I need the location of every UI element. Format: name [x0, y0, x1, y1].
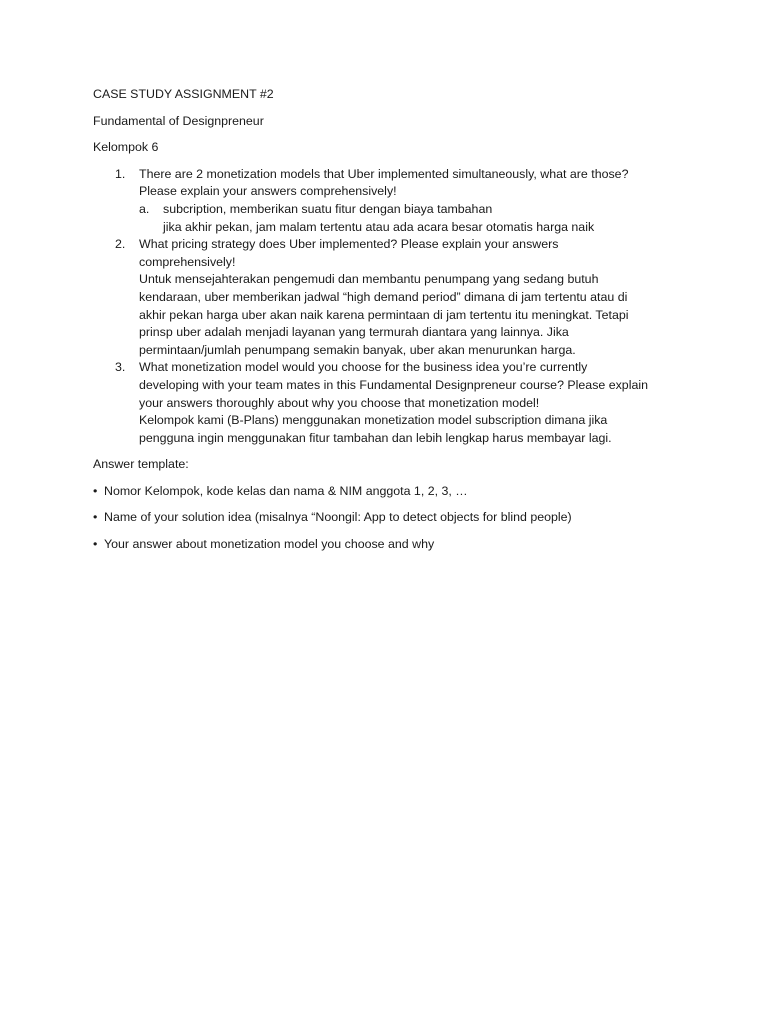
question-item-1 — [93, 166, 683, 236]
subitem-letter: a. — [139, 201, 150, 216]
question-text-line: comprehensively! — [139, 254, 236, 269]
question-text-line: developing with your team mates in this Fundamental Designpreneur course? Please explain — [139, 377, 648, 392]
list-item-text: Name of your solution idea (misalnya “Noongil: App to detect objects for blind people) — [104, 510, 572, 525]
answer-text-line: permintaan/jumlah penumpang semakin banyak, uber akan menurunkan harga. — [139, 342, 576, 357]
question-text-line: your answers thoroughly about why you choose that monetization model! — [139, 395, 540, 410]
answer-text-line: jika akhir pekan, jam malam tertentu atau ada acara besar otomatis harga naik — [163, 219, 595, 234]
bullet-icon: • — [93, 510, 98, 525]
question-item-2 — [93, 236, 683, 359]
list-item-text: Nomor Kelompok, kode kelas dan nama & NIM anggota 1, 2, 3, … — [104, 483, 468, 498]
group-name: Kelompok 6 — [93, 140, 159, 155]
answer-text-line: Untuk mensejahterakan pengemudi dan membantu penumpang yang sedang butuh — [139, 272, 599, 287]
list-item-text: Your answer about monetization model you choose and why — [104, 537, 435, 552]
answer-template-heading: Answer template: — [93, 457, 189, 472]
question-list — [93, 166, 683, 448]
list-item — [93, 483, 683, 501]
answer-text-line: Kelompok kami (B-Plans) menggunakan monetization model subscription dimana jika — [139, 413, 608, 428]
list-item — [93, 509, 683, 527]
course-name: Fundamental of Designpreneur — [93, 113, 264, 128]
question-number: 1. — [115, 166, 126, 181]
question-text-line: Please explain your answers comprehensively! — [139, 184, 397, 199]
question-text-line: What monetization model would you choose for the business idea you’re currently — [139, 360, 588, 375]
question-text-line: There are 2 monetization models that Uber implemented simultaneously, what are those? — [139, 166, 629, 181]
question-number: 3. — [115, 360, 126, 375]
question-item-3 — [93, 359, 683, 447]
answer-template-list — [93, 483, 683, 554]
list-item — [93, 536, 683, 554]
answer-text-line: akhir pekan harga uber akan naik karena permintaan di jam tertentu itu meningkat. Tetapi — [139, 307, 629, 322]
bullet-icon: • — [93, 483, 98, 498]
bullet-icon: • — [93, 537, 98, 552]
answer-subitem-a — [139, 201, 683, 236]
document-title: CASE STUDY ASSIGNMENT #2 — [93, 87, 274, 101]
answer-text-line: kendaraan, uber memberikan jadwal “high demand period” dimana di jam tertentu atau di — [139, 289, 628, 304]
answer-text-line: subcription, memberikan suatu fitur dengan biaya tambahan — [163, 201, 493, 216]
question-number: 2. — [115, 237, 126, 252]
answer-text-line: pengguna ingin menggunakan fitur tambahan dan lebih lengkap harus membayar lagi. — [139, 430, 612, 445]
document-body — [93, 86, 683, 563]
question-text-line: What pricing strategy does Uber implemented? Please explain your answers — [139, 237, 559, 252]
answer-text-line: prinsp uber adalah menjadi layanan yang termurah diantara yang lainnya. Jika — [139, 325, 569, 340]
